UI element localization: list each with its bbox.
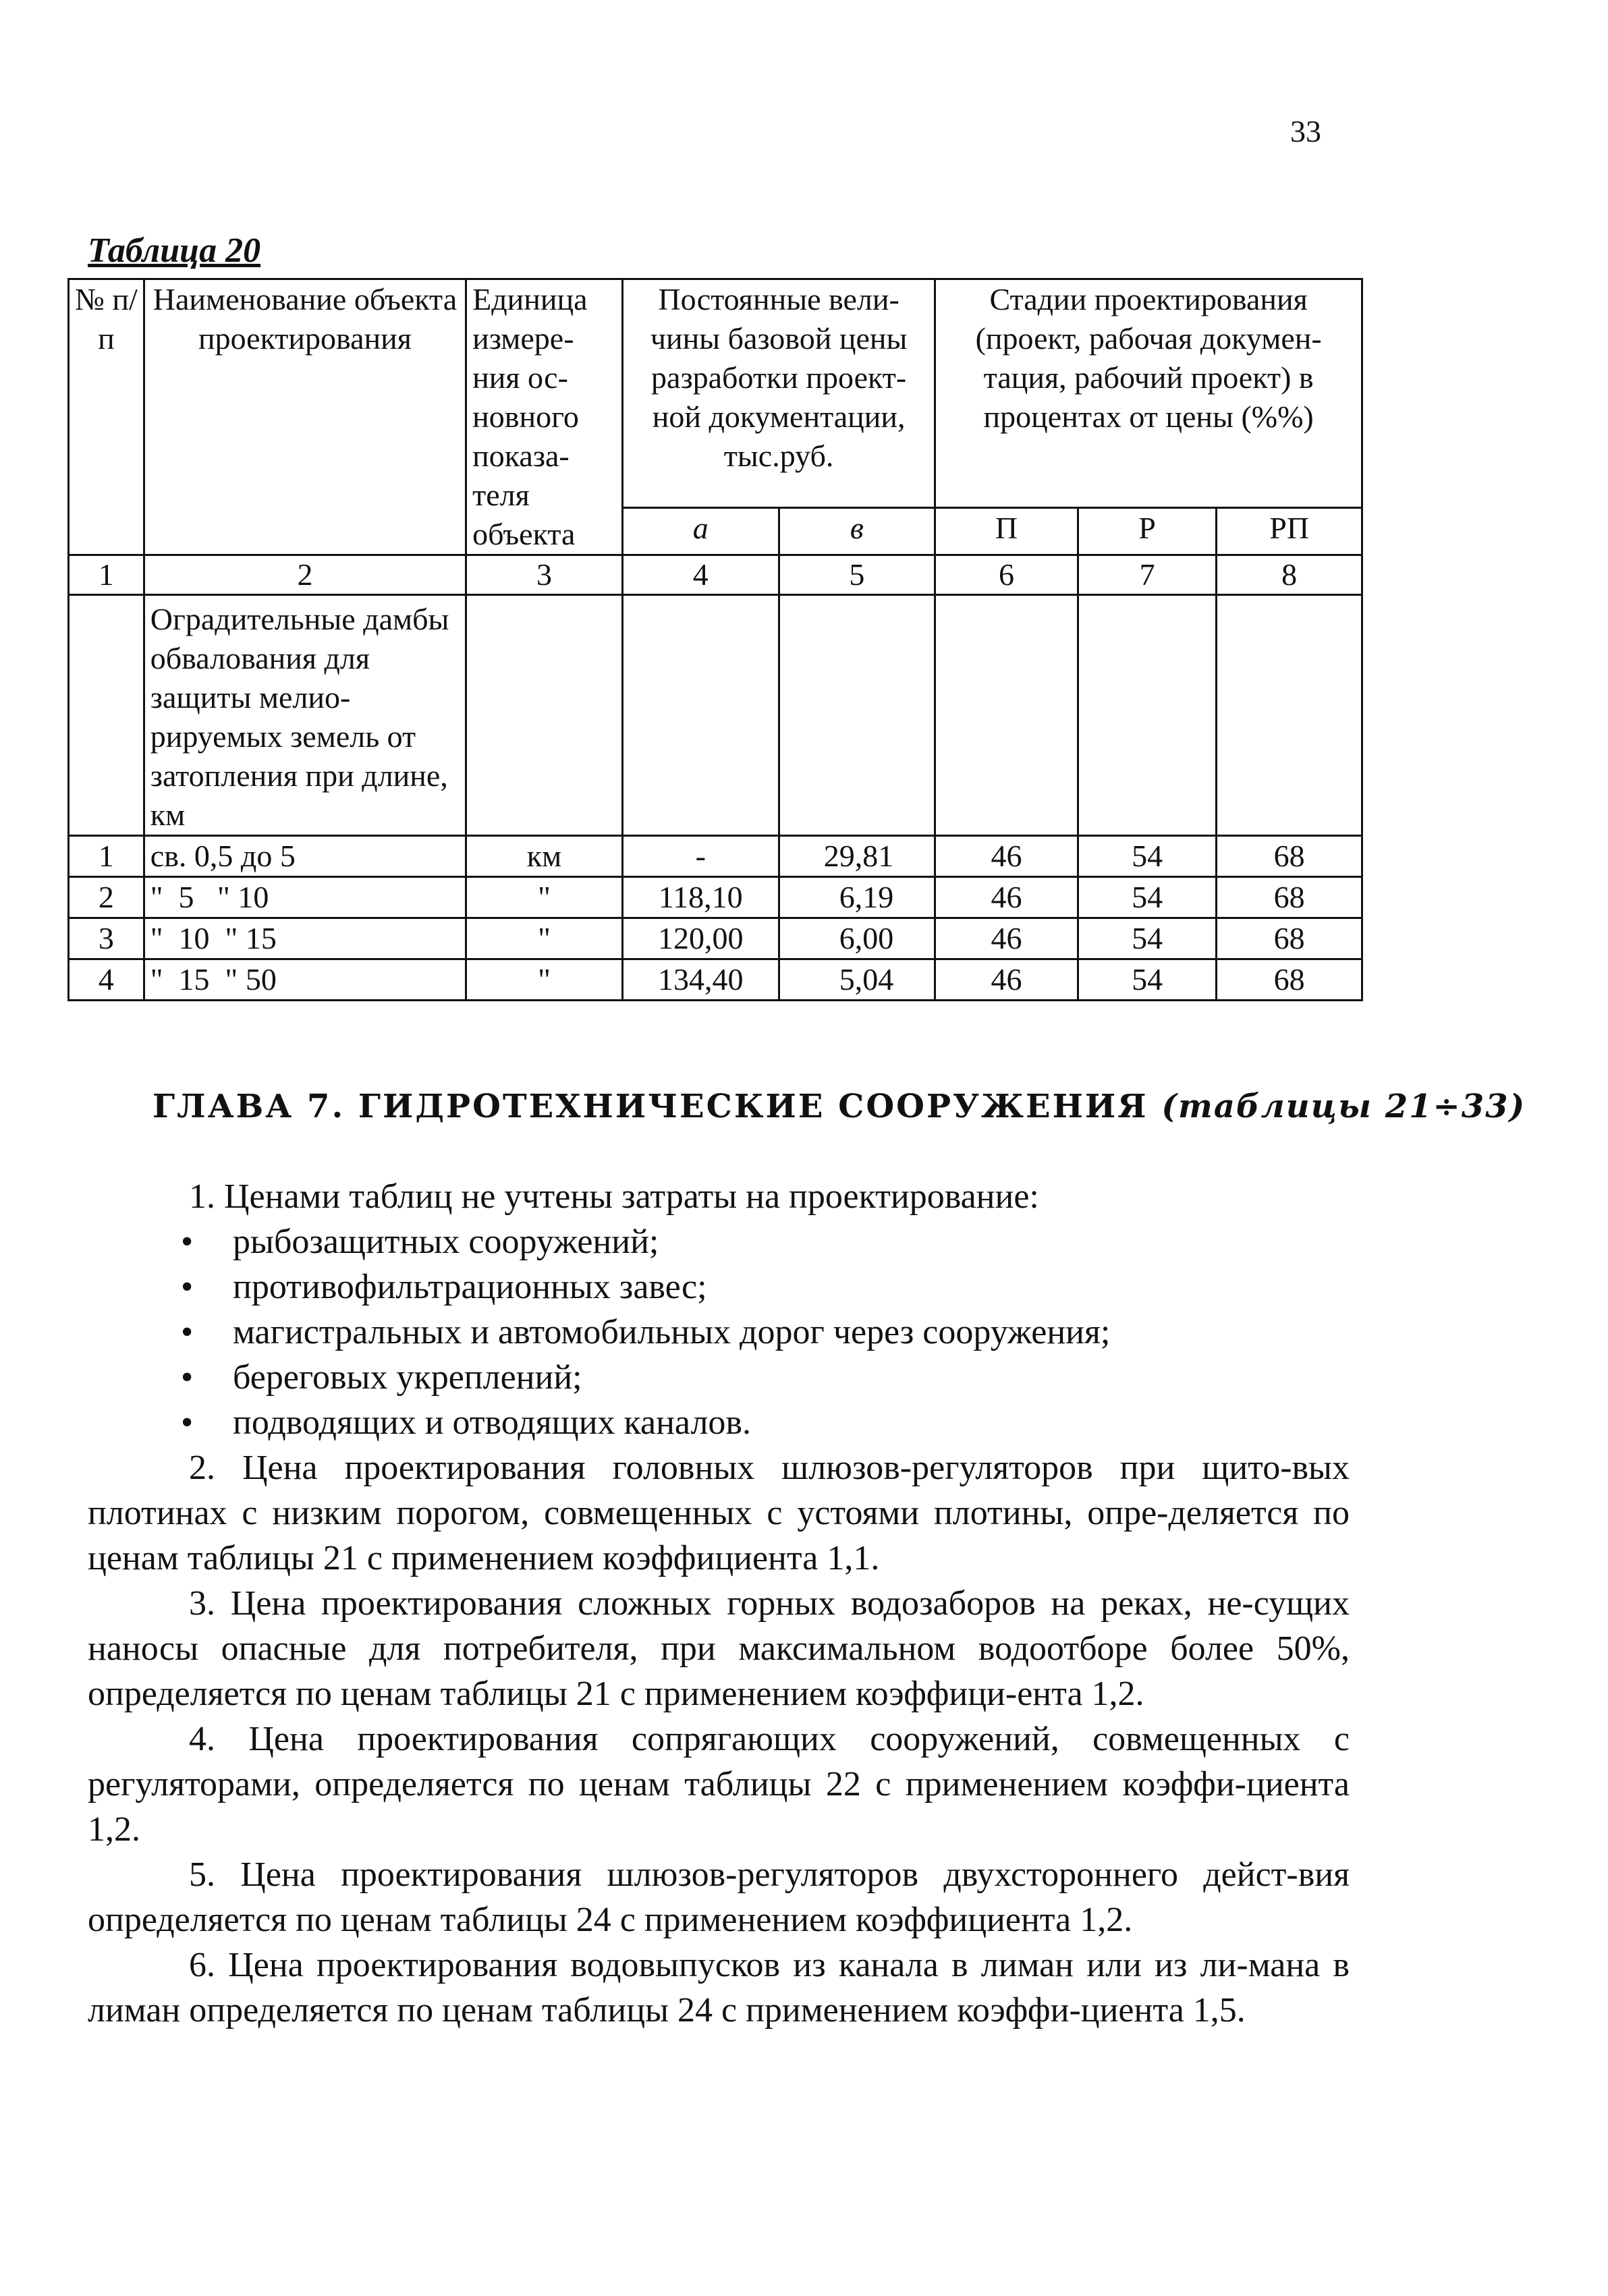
col-number-7: 7 (1078, 555, 1217, 595)
bullet-item: • подводящих и отводящих каналов. (88, 1400, 1350, 1445)
row-b: 6,19 (779, 877, 935, 918)
table-row (69, 959, 1362, 1001)
header-r: Р (1078, 507, 1217, 555)
row-b: 29,81 (779, 836, 935, 877)
price-table (67, 278, 1363, 1001)
row-number: 1 (69, 836, 144, 877)
bullet-item: • противофильтрационных завес; (88, 1264, 1350, 1310)
bullet-item: • рыбозащитных сооружений; (88, 1219, 1350, 1264)
bullet-item: • береговых укреплений; (88, 1355, 1350, 1400)
row-number: 4 (69, 959, 144, 1001)
col-number-3: 3 (466, 555, 623, 595)
header-object-name: Наименование объекта проектирования (144, 279, 466, 555)
row-number: 2 (69, 877, 144, 918)
header-stages: Стадии проектирования (проект, рабочая докумен-тация, рабочий проект) в процентах от цены (%%) (935, 279, 1362, 508)
row-r: 54 (1078, 959, 1217, 1001)
header-a: а (622, 507, 779, 555)
chapter-subtitle: (таблицы 21÷33) (1161, 1088, 1526, 1125)
row-rp: 68 (1217, 836, 1362, 877)
row-unit: " (466, 877, 623, 918)
row-unit: " (466, 918, 623, 959)
row-r: 54 (1078, 877, 1217, 918)
header-b: в (779, 507, 935, 555)
paragraph-3: 3. Цена проектирования сложных горных водозаборов на реках, не-сущих наносы опасные для потребителя, при максимальном водоотборе более 50%, определяется по ценам таблицы 21 с применением коэффици-ента 1,2. (88, 1584, 1350, 1713)
chapter-title: ГЛАВА 7. ГИДРОТЕХНИЧЕСКИЕ СООРУЖЕНИЯ (153, 1088, 1148, 1125)
row-r: 54 (1078, 836, 1217, 877)
row-a: 134,40 (622, 959, 779, 1001)
table-row (69, 918, 1362, 959)
paragraph-6: 6. Цена проектирования водовыпусков из канала в лиман или из ли-мана в лиман определяется по ценам таблицы 24 с применением коэффи-циента 1,5. (88, 1946, 1350, 2029)
row-unit: км (466, 836, 623, 877)
col-number-1: 1 (69, 555, 144, 595)
row-a: 120,00 (622, 918, 779, 959)
col-number-4: 4 (622, 555, 779, 595)
paragraph-5: 5. Цена проектирования шлюзов-регуляторов двухстороннего дейст-вия определяется по ценам таблицы 24 с применением коэффициента 1,2. (88, 1855, 1350, 1939)
row-name: св. 0,5 до 5 (144, 836, 466, 877)
paragraph-1: 1. Ценами таблиц не учтены затраты на проектирование: (189, 1177, 1039, 1216)
table-title: Таблица 20 (88, 231, 261, 270)
col-number-5: 5 (779, 555, 935, 595)
row-unit: " (466, 959, 623, 1001)
row-rp: 68 (1217, 918, 1362, 959)
row-p: 46 (935, 918, 1078, 959)
header-number: № п/п (69, 279, 144, 555)
bullet-item: • магистральных и автомобильных дорог через сооружения; (88, 1310, 1350, 1355)
table-row (69, 877, 1362, 918)
body-text (88, 1174, 1350, 2033)
row-name: " 10 " 15 (144, 918, 466, 959)
row-b: 5,04 (779, 959, 935, 1001)
col-number-6: 6 (935, 555, 1078, 595)
page-number: 33 (1290, 114, 1321, 148)
col-number-8: 8 (1217, 555, 1362, 595)
row-a: 118,10 (622, 877, 779, 918)
row-rp: 68 (1217, 877, 1362, 918)
paragraph-4: 4. Цена проектирования сопрягающих сооружений, совмещенных с регуляторами, определяется по ценам таблицы 22 с применением коэффи-циента 1,2. (88, 1720, 1350, 1849)
row-number: 3 (69, 918, 144, 959)
chapter-heading (153, 1088, 1526, 1125)
row-r: 54 (1078, 918, 1217, 959)
header-p: П (935, 507, 1078, 555)
row-p: 46 (935, 836, 1078, 877)
row-rp: 68 (1217, 959, 1362, 1001)
row-b: 6,00 (779, 918, 935, 959)
header-rp: РП (1217, 507, 1362, 555)
header-base-price: Постоянные вели-чины базовой цены разработки проект-ной документации, тыс.руб. (622, 279, 935, 508)
row-p: 46 (935, 959, 1078, 1001)
row-a: - (622, 836, 779, 877)
group-label: Оградительные дамбы обвалования для защиты мелио-рируемых земель от затопления при длине, км (144, 595, 466, 836)
bullet-list (88, 1219, 1350, 1445)
col-number-2: 2 (144, 555, 466, 595)
row-name: " 5 " 10 (144, 877, 466, 918)
table-row (69, 836, 1362, 877)
header-unit: Единица измере-ния ос-новного показа-теля объекта (466, 279, 623, 555)
paragraph-2: 2. Цена проектирования головных шлюзов-регуляторов при щито-вых плотинах с низким порогом, совмещенных с устоями плотины, опре-деляется по ценам таблицы 21 с применением коэффициента 1,1. (88, 1449, 1350, 1577)
row-p: 46 (935, 877, 1078, 918)
row-name: " 15 " 50 (144, 959, 466, 1001)
